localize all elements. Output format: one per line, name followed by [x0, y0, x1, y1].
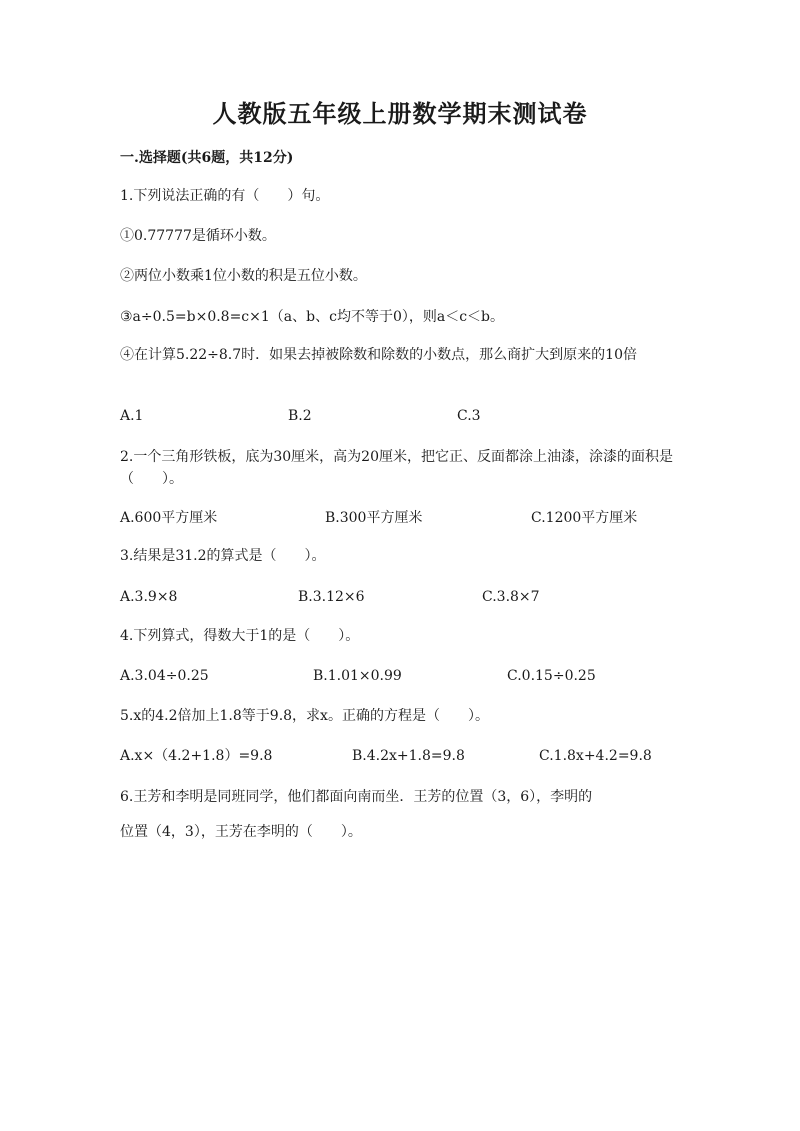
question-4-option-b[interactable]: B.1.01×0.99	[313, 668, 402, 684]
section-heading: 一.选择题(共6题，共12分)	[120, 150, 294, 166]
question-3-option-b[interactable]: B.3.12×6	[298, 589, 365, 605]
question-1-option-b[interactable]: B.2	[288, 408, 312, 424]
question-2-stem: 2.一个三角形铁板，底为30厘米，高为20厘米，把它正、反面都涂上油漆，涂漆的面积是（ ）。	[120, 449, 673, 487]
question-2-option-a[interactable]: A.600平方厘米	[120, 510, 218, 526]
question-1-statement-2: ②两位小数乘1位小数的积是五位小数。	[120, 268, 367, 284]
question-6-stem-line-1: 6.王芳和李明是同班同学，他们都面向南而坐．王芳的位置（3，6），李明的	[120, 789, 593, 805]
question-5-option-c[interactable]: C.1.8x+4.2=9.8	[539, 748, 652, 764]
question-3-option-c[interactable]: C.3.8×7	[482, 589, 540, 605]
question-3-stem: 3.结果是31.2的算式是（ ）。	[120, 548, 326, 564]
question-1-option-a[interactable]: A.1	[120, 408, 144, 424]
question-4-option-a[interactable]: A.3.04÷0.25	[120, 668, 209, 684]
question-1-statement-3: ③a÷0.5=b×0.8=c×1（a、b、c均不等于0），则a＜c＜b。	[120, 309, 504, 325]
question-3-option-a[interactable]: A.3.9×8	[120, 589, 178, 605]
question-1-options	[120, 406, 680, 426]
question-1-stem: 1.下列说法正确的有（ ）句。	[120, 188, 330, 204]
question-5-stem: 5.x的4.2倍加上1.8等于9.8，求x。正确的方程是（ ）。	[120, 708, 489, 724]
question-4-stem: 4.下列算式，得数大于1的是（ ）。	[120, 628, 360, 644]
question-4-options	[120, 666, 680, 686]
question-6-stem-line-2: 位置（4，3），王芳在李明的（ ）。	[120, 824, 362, 840]
question-2-options	[120, 508, 680, 528]
question-1-option-c[interactable]: C.3	[457, 408, 481, 424]
question-5-options	[120, 746, 680, 766]
question-2-option-c[interactable]: C.1200平方厘米	[531, 510, 638, 526]
question-4-option-c[interactable]: C.0.15÷0.25	[507, 668, 596, 684]
question-1-statement-4: ④在计算5.22÷8.7时．如果去掉被除数和除数的小数点，那么商扩大到原来的10倍	[120, 347, 637, 363]
question-2-option-b[interactable]: B.300平方厘米	[325, 510, 423, 526]
question-5-option-a[interactable]: A.x×（4.2+1.8）=9.8	[120, 748, 273, 764]
question-1-statement-1: ①0.77777是循环小数。	[120, 228, 276, 244]
question-3-options	[120, 587, 680, 607]
page-title: 人教版五年级上册数学期末测试卷	[212, 99, 588, 128]
question-5-option-b[interactable]: B.4.2x+1.8=9.8	[352, 748, 465, 764]
